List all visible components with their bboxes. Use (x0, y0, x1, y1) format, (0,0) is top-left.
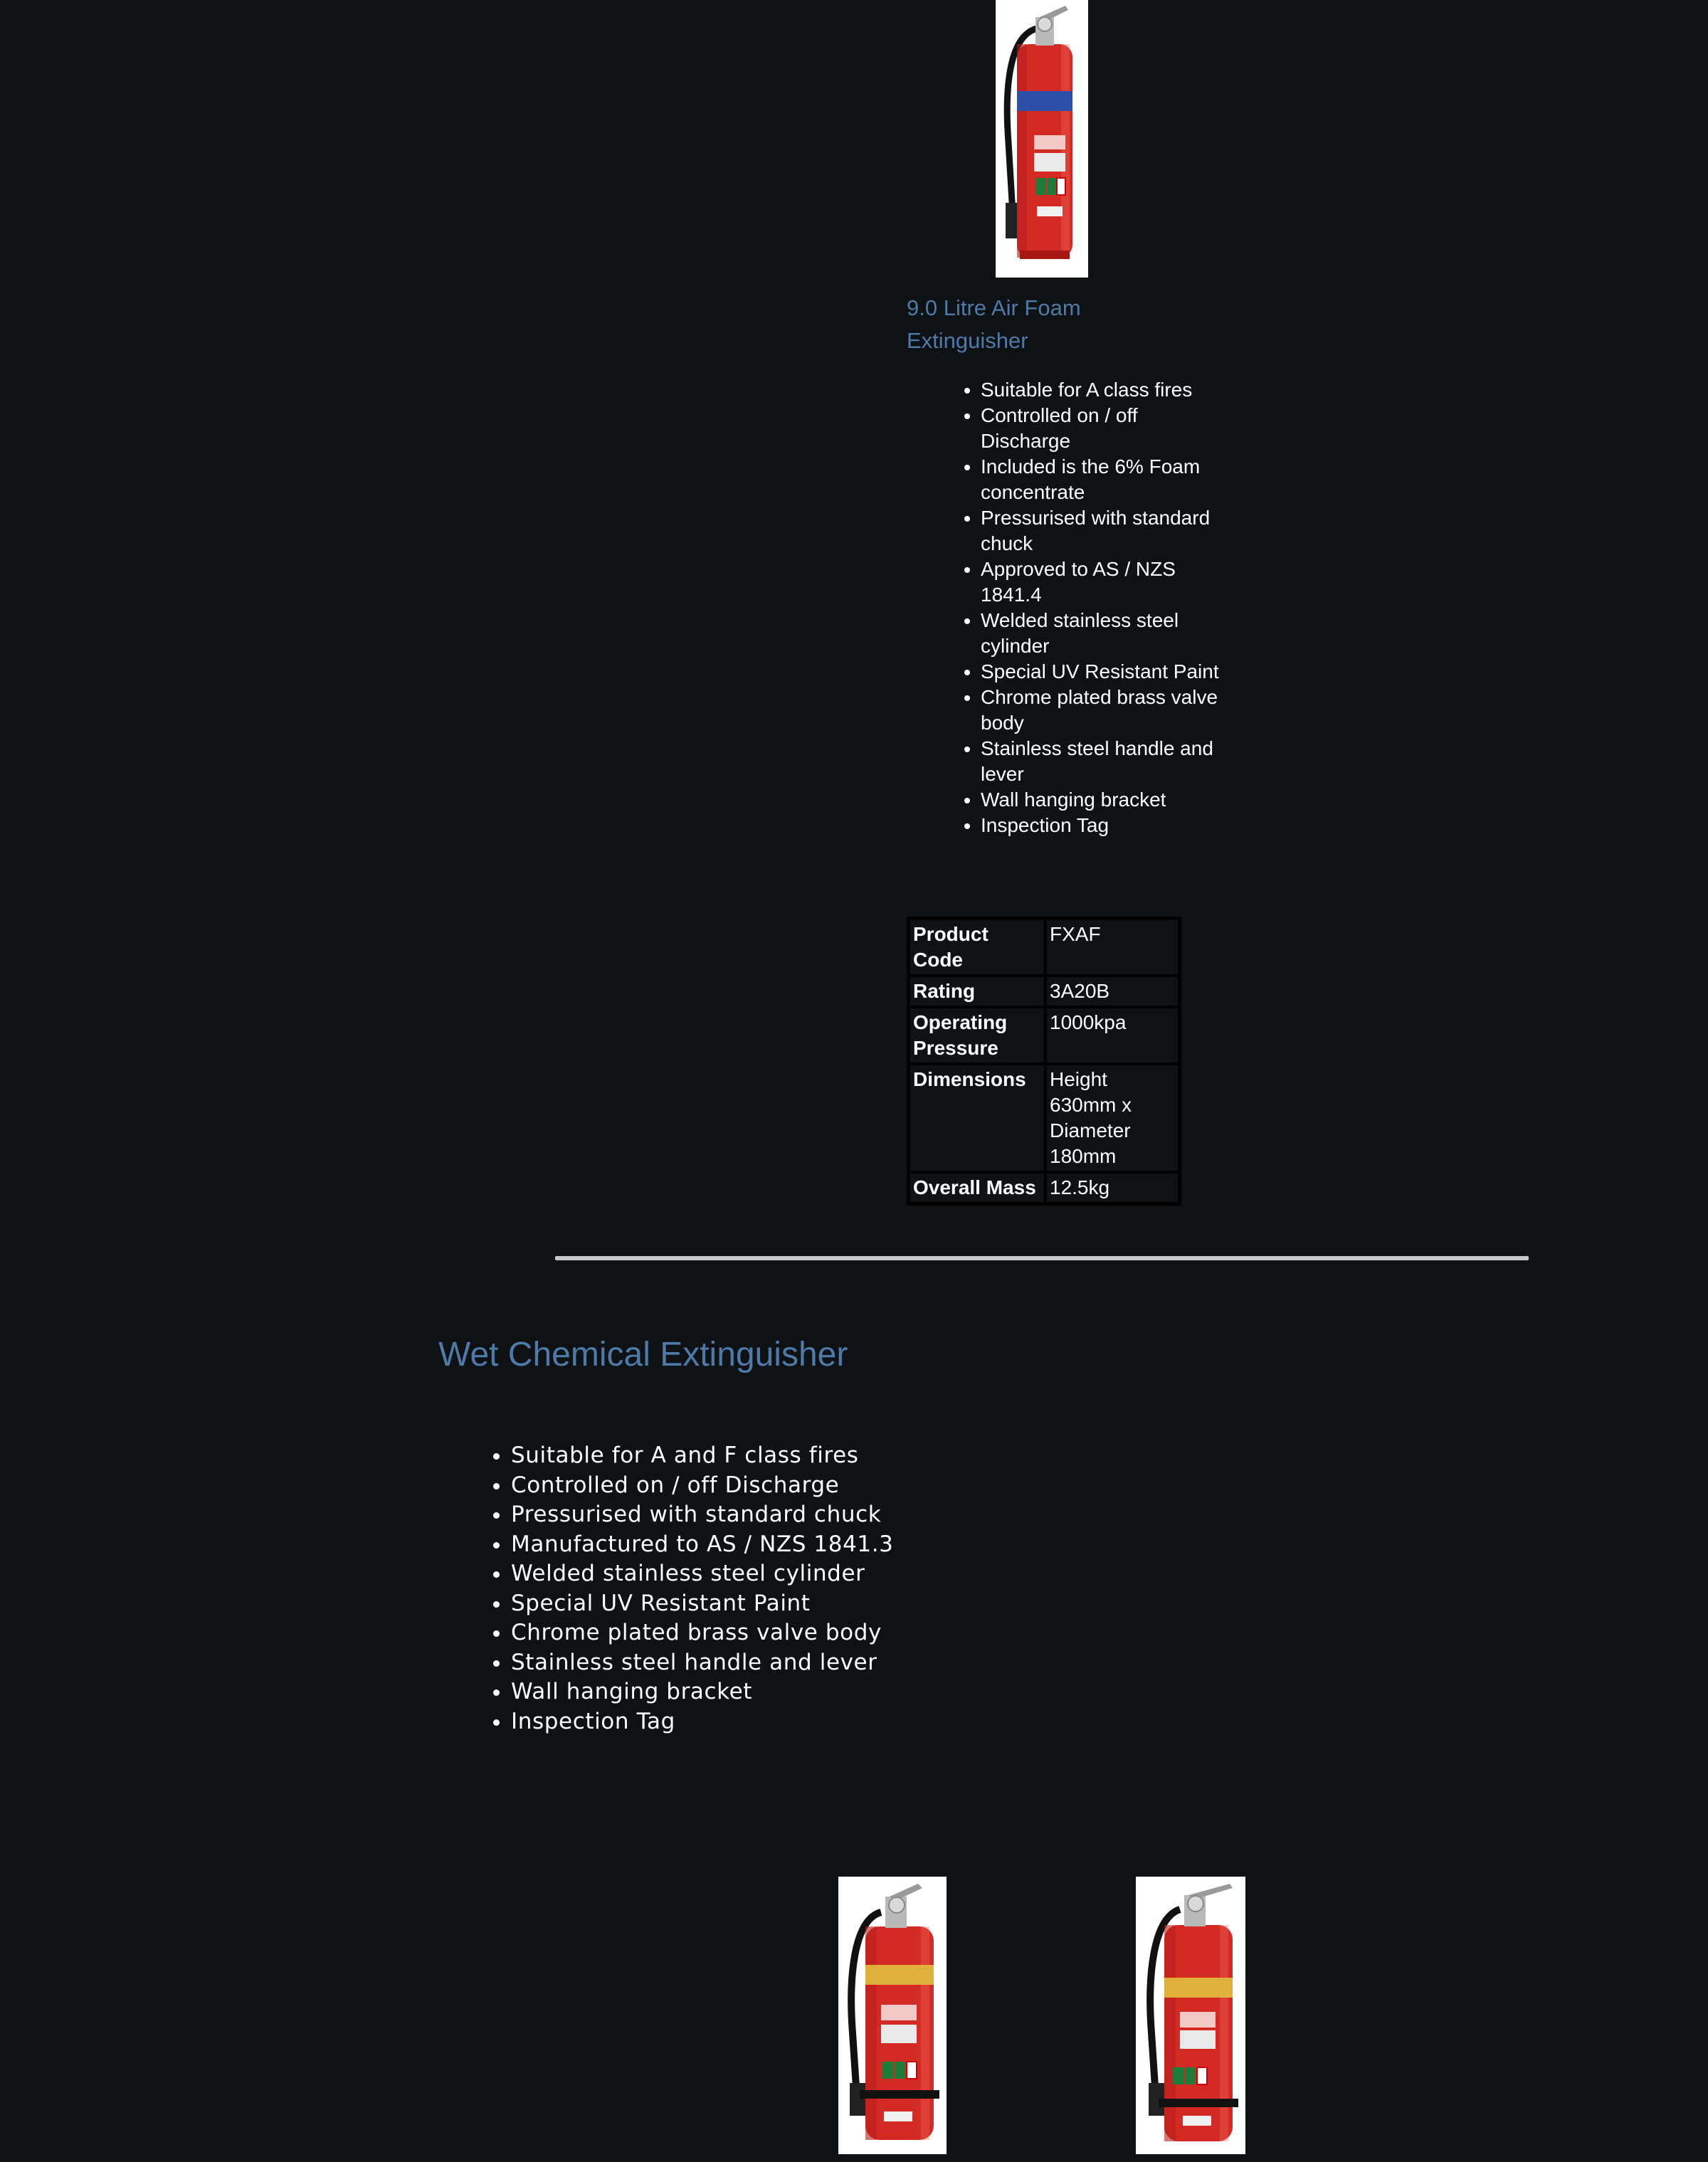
list-item: • Stainless steel handle and lever (981, 736, 1223, 787)
spec-label: Operating Pressure (909, 1007, 1046, 1064)
list-item: • Suitable for A class fires (981, 377, 1223, 403)
list-item: • Stainless steel handle and lever (511, 1648, 894, 1678)
list-item: • Included is the 6% Foam concentrate (981, 454, 1223, 505)
list-item: • Pressurised with standard chuck (511, 1500, 894, 1530)
table-row (909, 919, 1180, 976)
product-image-wet-chemical-1[interactable] (838, 1877, 947, 2154)
list-item: • Suitable for A and F class fires (511, 1441, 894, 1471)
list-item: • Chrome plated brass valve body (511, 1618, 894, 1648)
spec-label: Dimensions (909, 1064, 1046, 1172)
list-item: • Welded stainless steel cylinder (511, 1559, 894, 1589)
product-image-wet-chemical-2[interactable] (1136, 1877, 1245, 2154)
spec-label: Overall Mass (909, 1172, 1046, 1204)
fire-extinguisher-foam-icon (996, 0, 1088, 278)
list-item: • Approved to AS / NZS 1841.4 (981, 557, 1223, 608)
list-item: • Special UV Resistant Paint (511, 1589, 894, 1619)
list-item: • Wall hanging bracket (981, 787, 1223, 813)
spec-table-air-foam (907, 917, 1181, 1206)
list-item: • Inspection Tag (511, 1707, 894, 1737)
product-title-air-foam[interactable]: 9.0 Litre Air Foam Extinguisher (907, 295, 1081, 353)
list-item: • Manufactured to AS / NZS 1841.3 (511, 1530, 894, 1560)
spec-label: Product Code (909, 919, 1046, 976)
product-image-air-foam[interactable] (996, 0, 1088, 278)
fire-extinguisher-wet-chemical-icon (838, 1877, 947, 2154)
spec-value: Height 630mm x Diameter 180mm (1045, 1064, 1180, 1172)
list-item: • Pressurised with standard chuck (981, 505, 1223, 557)
table-row (909, 1007, 1180, 1064)
spec-value: FXAF (1045, 919, 1180, 976)
list-item: • Chrome plated brass valve body (981, 685, 1223, 736)
list-item: • Controlled on / off Discharge (511, 1471, 894, 1501)
table-row (909, 1064, 1180, 1172)
list-item: • Welded stainless steel cylinder (981, 608, 1223, 659)
section-divider (555, 1256, 1529, 1260)
feature-list-wet-chemical (484, 1441, 894, 1736)
list-item: • Inspection Tag (981, 813, 1223, 838)
spec-value: 12.5kg (1045, 1172, 1180, 1204)
spec-label: Rating (909, 976, 1046, 1007)
section-title-wet-chemical: Wet Chemical Extinguisher (438, 1336, 848, 1373)
fire-extinguisher-wet-chemical-icon (1136, 1877, 1245, 2154)
list-item: • Wall hanging bracket (511, 1677, 894, 1707)
feature-list-air-foam (954, 377, 1223, 838)
list-item: • Controlled on / off Discharge (981, 403, 1223, 454)
list-item: • Special UV Resistant Paint (981, 659, 1223, 685)
table-row (909, 976, 1180, 1007)
spec-value: 1000kpa (1045, 1007, 1180, 1064)
spec-value: 3A20B (1045, 976, 1180, 1007)
table-row (909, 1172, 1180, 1204)
